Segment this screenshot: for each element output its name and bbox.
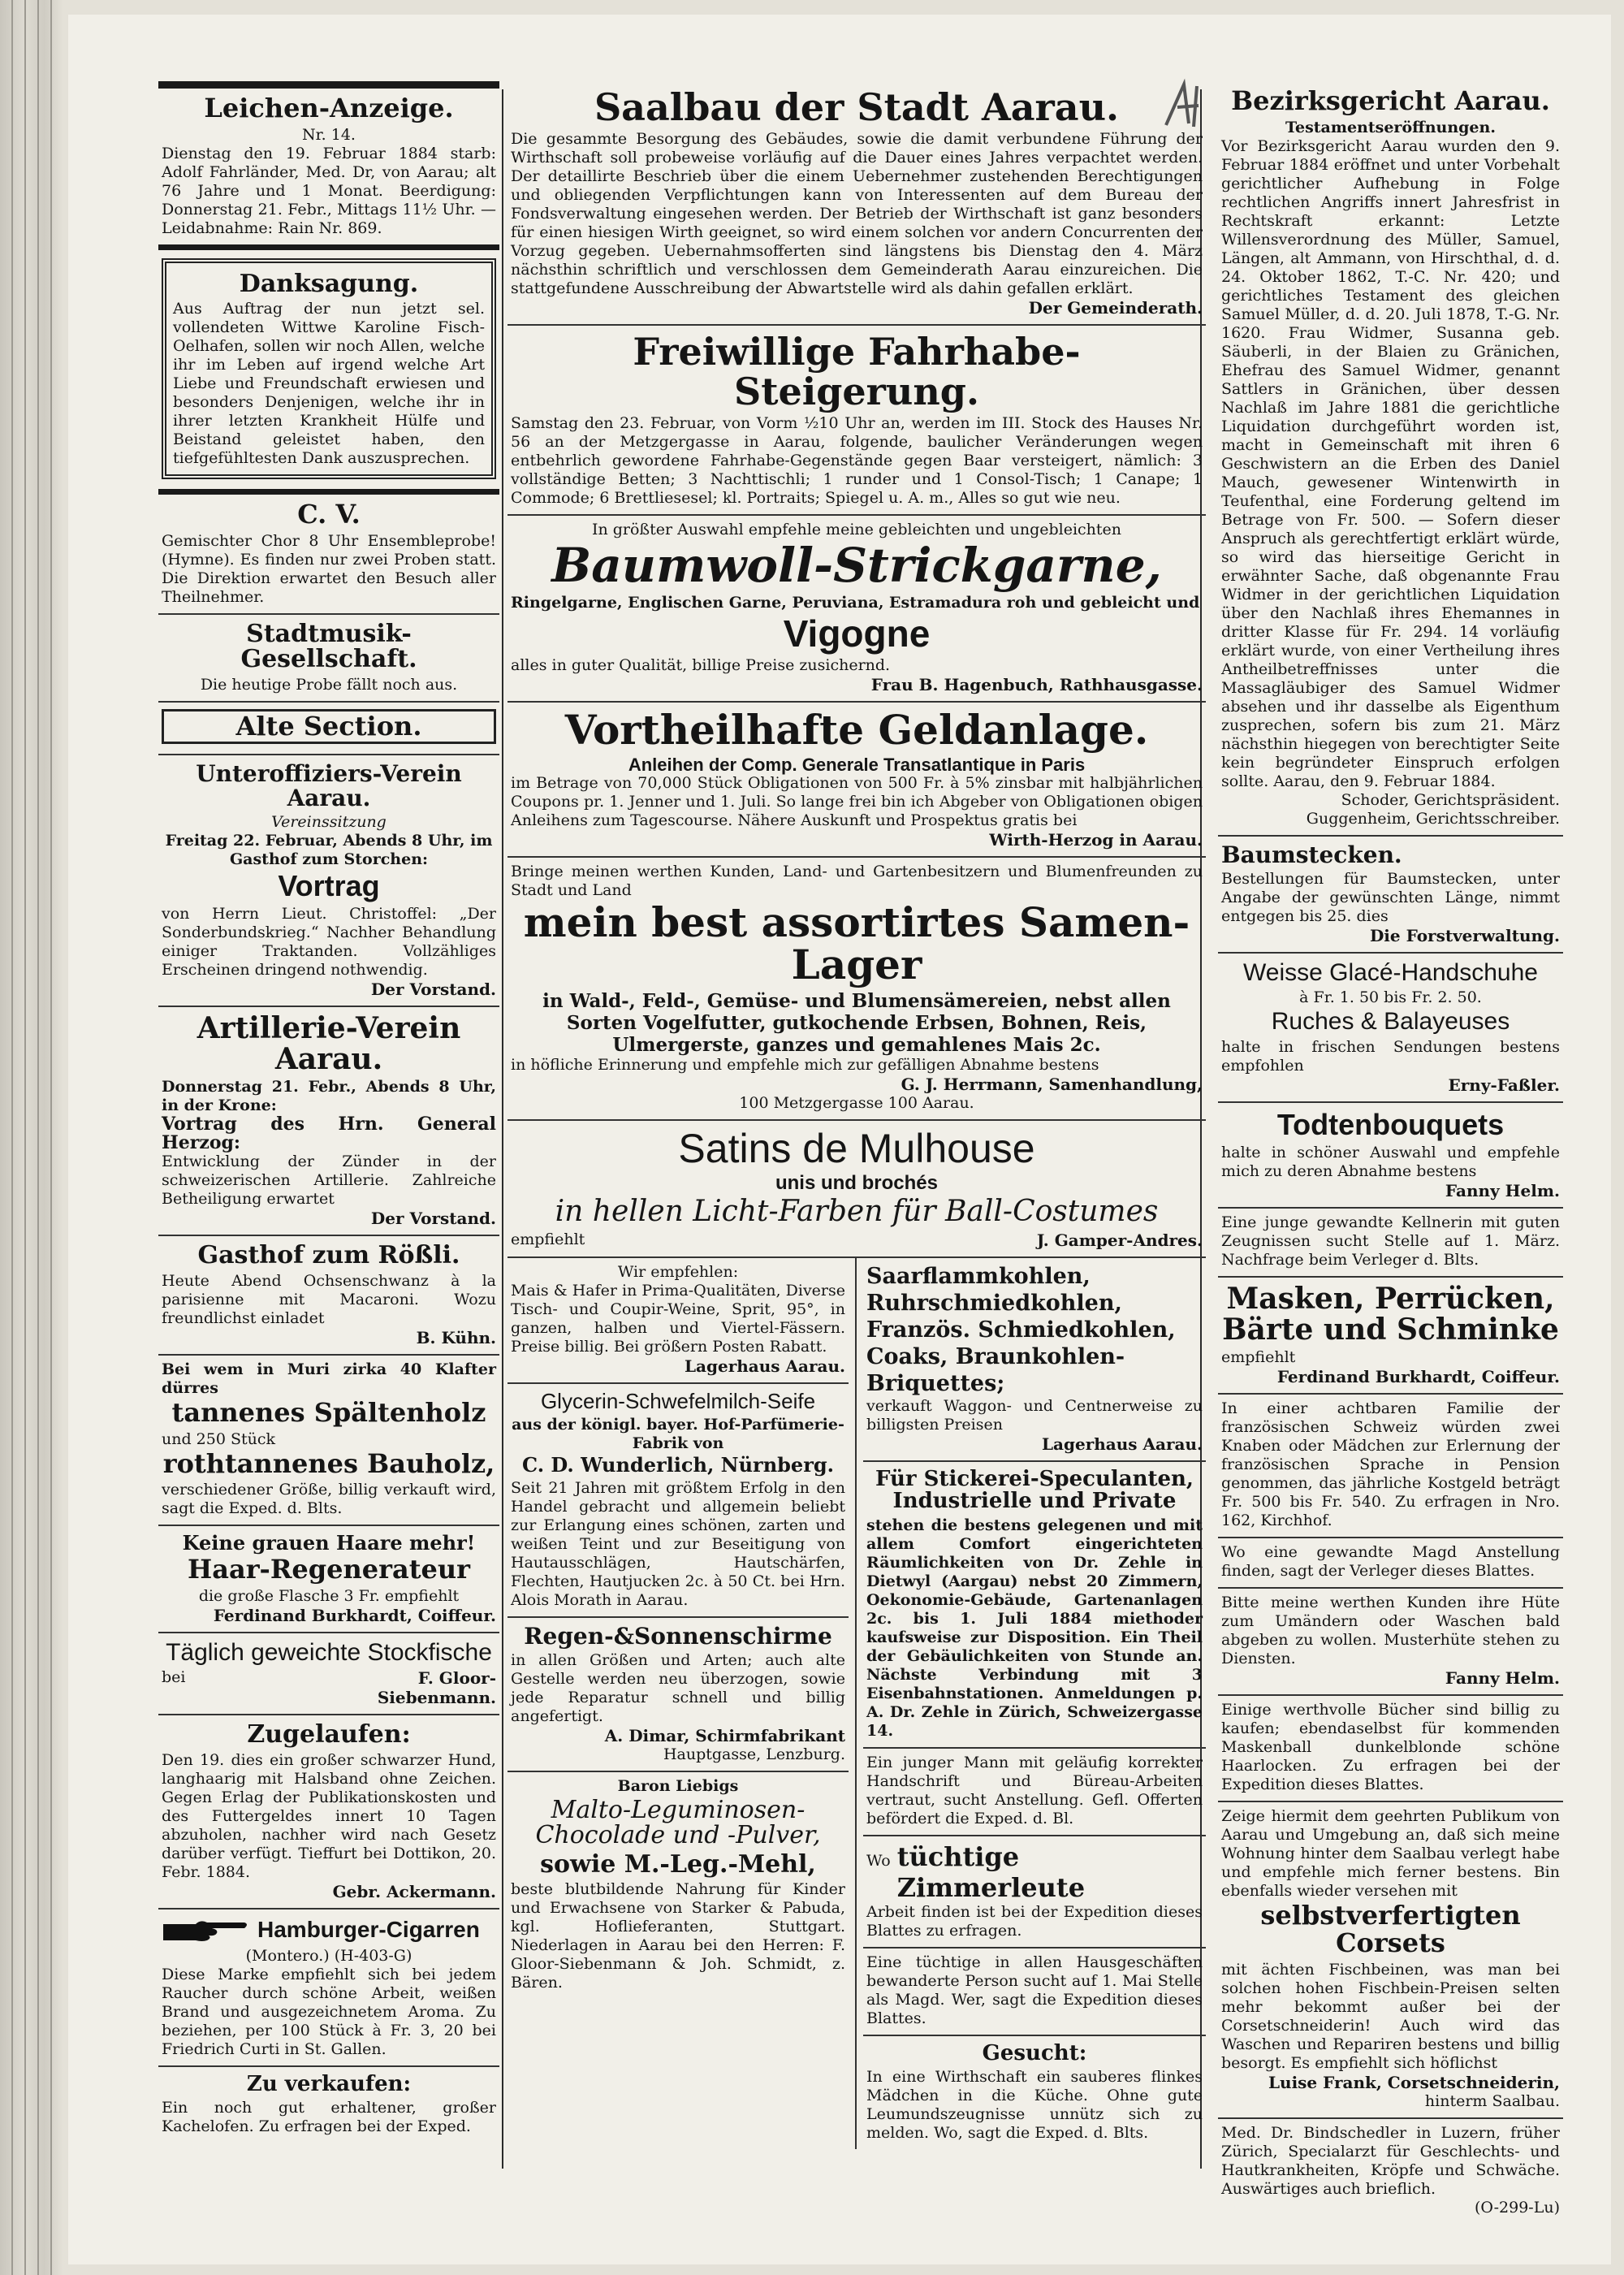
ad-stockfische bbox=[158, 1633, 499, 1716]
ad-highlight: Vortrag des Hrn. General Herzog: bbox=[162, 1114, 496, 1154]
ad-text: bei bbox=[162, 1668, 186, 1687]
ad-lead: empfiehlt bbox=[511, 1230, 585, 1249]
ad-highlight: rothtannenes Bauholz, bbox=[162, 1447, 495, 1479]
ad-stadtmusik bbox=[158, 615, 499, 703]
ad-text: von Herrn Lieut. Christoffel: „Der Sonderbundskrieg.“ Nachher Behandlung einiger Traktanden. Vollzähliges Erscheinen dringend nothwendig. bbox=[162, 904, 496, 979]
ad-title: Bezirksgericht Aarau. bbox=[1231, 85, 1550, 116]
ad-fahrhabe-steigerung bbox=[508, 326, 1206, 516]
ad-text: verkauft Waggon- und Centnerweise zu billigsten Preisen bbox=[866, 1397, 1203, 1434]
ad-text: Heute Abend Ochsenschwanz à la parisienne mit Macaroni. Wozu freundlichst einladet bbox=[162, 1271, 496, 1327]
ad-text: verschiedener Größe, billig verkauft wird, sagt die Exped. d. Blts. bbox=[162, 1481, 496, 1518]
column-middle bbox=[508, 81, 1206, 2149]
ad-text: Ein junger Mann mit geläufig korrekter Handschrift und Büreau-Arbeiten vertraut, sucht Anstellung. Gefl. Offerten befördert die Exped. d. Bl. bbox=[866, 1753, 1203, 1827]
ad-schwefelmilch-seife bbox=[508, 1384, 849, 1617]
ad-malto-leguminosen bbox=[508, 1772, 849, 2000]
ad-signature: Der Gemeinderath. bbox=[1028, 298, 1203, 318]
ad-signature: Luise Frank, Corsetschneiderin, bbox=[1268, 2072, 1560, 2092]
book-binding bbox=[0, 0, 63, 2275]
ad-title: Hamburger-Cigarren bbox=[257, 1917, 480, 1943]
ad-text: Ein noch gut erhaltener, großer Kachelofen. Zu erfragen bei der Exped. bbox=[162, 2099, 496, 2136]
ad-corsets bbox=[1218, 1802, 1563, 2118]
ad-title: selbstverfertigten Corsets bbox=[1260, 1900, 1521, 1958]
ad-text: in höfliche Erinnerung und empfehle mich zur gefälligen Abnahme bestens bbox=[511, 1055, 1099, 1074]
ad-text: Med. Dr. Bindschedler in Luzern, früher Zürich, Specialarzt für Geschlechts- und Hautkrankheiten, Kröpfe und Schwäche. Auswärtiges auch brieflich. bbox=[1221, 2123, 1560, 2198]
ad-highlight: tannenes Spältenholz bbox=[171, 1396, 486, 1428]
ad-text: Entwicklung der Zünder in der schweizerischen Artillerie. Zahlreiche Betheiligung erwartet bbox=[162, 1153, 496, 1209]
ad-text: im Betrage von 70,000 Stück Obligationen von 500 Fr. à 5% zinsbar mit halbjährlichen Coupons pr. 1. Jenner und 1. Juli. So lange frei bin ich Abgeber von Obligationen obigen Anleihens zum Tagescourse. Nähere Auskunft und Prospektus gratis bei bbox=[511, 773, 1203, 829]
ad-when: Freitag 22. Februar, Abends 8 Uhr, im Gasthof zum Storchen: bbox=[165, 832, 493, 869]
ad-text: Diese Marke empfiehlt sich bei jedem Raucher durch schöne Arbeit, weißen Brand und ausgezeichnetem Aroma. Zu beziehen, per 100 Stück à Fr. 3, 20 bei Friedrich Curti in St. Gallen. bbox=[162, 1965, 496, 2058]
ad-address: 100 Metzgergasse 100 Aarau. bbox=[739, 1093, 974, 1112]
ad-signature: Guggenheim, Gerichtsschreiber. bbox=[1306, 809, 1560, 828]
ad-pre: Baron Liebigs bbox=[617, 1776, 739, 1795]
ad-title: Regen-&Sonnenschirme bbox=[524, 1622, 832, 1650]
ad-title: Für Stickerei-Speculanten, Industrielle und Private bbox=[875, 1467, 1194, 1514]
ad-leichen-anzeige bbox=[158, 81, 499, 250]
ad-samen-lager bbox=[508, 858, 1206, 1121]
ad-text: Den 19. dies ein großer schwarzer Hund, langhaarig mit Halsband ohne Zeichen. Gegen Erlag der Publikationskosten und des Futtergeldes innert 10 Tagen abzuholen, nachher wird nach Gesetz darüber verfügt. Tieffurt bei Dottikon, 20. Febr. 1884. bbox=[162, 1750, 496, 1881]
ad-text: Bestellungen für Baumstecken, unter Angabe der gewünschten Länge, nimmt entgegen bis 25. dies bbox=[1221, 869, 1560, 925]
ad-todtenbouquets bbox=[1218, 1103, 1563, 1209]
ad-lead: empfiehlt bbox=[1221, 1348, 1296, 1367]
ad-title: mein best assortirtes Samen-Lager bbox=[523, 897, 1190, 989]
ad-gesucht bbox=[863, 2036, 1206, 2149]
ad-intro: Bringe meinen werthen Kunden, Land- und Gartenbesitzern und Blumenfreunden zu Stadt und Land bbox=[511, 862, 1203, 899]
ad-signature: Ferdinand Burkhardt, Coiffeur. bbox=[213, 1605, 496, 1625]
ad-text: Gemischter Chor 8 Uhr Ensembleprobe! (Hymne). Es finden nur zwei Proben statt. Die Direktion erwartet den Besuch aller Theilnehmer. bbox=[162, 531, 496, 606]
ad-title: Weisse Glacé-Handschuhe bbox=[1243, 958, 1538, 986]
ad-signature: Der Vorstand. bbox=[370, 1209, 496, 1229]
ad-text: stehen die bestens gelegenen und mit allem Comfort eingerichteten Räumlichkeiten von Dr. Zehle in Dietwyl (Aargau) nebst 20 Zimmern, Oekonomie-Gebäude, Gartenanlagen 2c. bis 1. Juli 1884 miethoder kaufsweise zur Disposition. Ein Theil der Gebäulichkeiten von Stunde an. Nächste Verbindung mit 3 Eisenbahnstationen. Anmeldungen p. A. Dr. Zehle in Zürich, Schweizergasse 14. bbox=[866, 1516, 1203, 1740]
ad-title: tüchtige Zimmerleute bbox=[896, 1840, 1086, 1903]
ad-junger-mann bbox=[863, 1749, 1206, 1836]
ad-script: in hellen Licht-Farben für Ball-Costumes bbox=[555, 1195, 1159, 1229]
ad-text: in Wald-, Feld-, Gemüse- und Blumensämereien, nebst allen Sorten Vogelfutter, gutkochende Erbsen, Bohnen, Reis, Ulmergerste, ganzes und gemahlenes Mais 2c. bbox=[542, 989, 1171, 1056]
ad-text: Dienstag den 19. Februar 1884 starb: Adolf Fahrländer, Med. Dr, von Aarau; alt 76 Jahre und 1 Monat. Beerdigung: Donnerstag 21. Febr., Mittags 11½ Uhr. — Leidabnahme: Rain Nr. 869. bbox=[162, 144, 496, 237]
ad-stickerei bbox=[863, 1462, 1206, 1749]
column-rule-left bbox=[502, 89, 503, 2169]
ad-title: Stadtmusik-Gesellschaft. bbox=[240, 619, 417, 674]
ad-specialarzt bbox=[1218, 2119, 1563, 2224]
ad-text: Bitte meine werthen Kunden ihre Hüte zum Umändern oder Waschen bald abgeben zu wollen. Musterhüte stehen zu Diensten. bbox=[1221, 1594, 1560, 1668]
ad-text: Einige werthvolle Bücher sind billig zu kaufen; ebendaselbst für kommenden Maskenball dunkelblonde schöne Haarlocken. Zu erfragen bei der Expedition dieses Blattes. bbox=[1221, 1701, 1560, 1794]
ad-title: Todtenbouquets bbox=[1276, 1107, 1505, 1141]
ad-signature: Lagerhaus Aarau. bbox=[684, 1356, 845, 1377]
ad-text: beste blutbildende Nahrung für Kinder und Erwachsene von Starker & Pabuda, kgl. Hoflieferanten, Stuttgart. Niederlagen in Aarau bei den Herren: F. Gloor-Siebenmann & Joh. Schmidt, z. Bären. bbox=[511, 1880, 845, 1992]
ad-title: Masken, Perrücken, Bärte und Schminke bbox=[1222, 1281, 1559, 1347]
ad-price: à Fr. 1. 50 bis Fr. 2. 50. bbox=[1299, 988, 1482, 1007]
ad-signature: A. Dimar, Schirmfabrikant bbox=[604, 1725, 845, 1745]
ad-text: in allen Größen und Arten; auch alte Gestelle werden neu überzogen, sowie jede Reparatur schnell und billig angefertigt. bbox=[511, 1650, 845, 1725]
ad-artillerie-verein bbox=[158, 1007, 499, 1237]
ad-saalbau bbox=[508, 81, 1206, 326]
ad-text: halte in schöner Auswahl und empfehle mich zu deren Abnahme bestens bbox=[1221, 1143, 1560, 1180]
ad-text: und 250 Stück bbox=[162, 1429, 276, 1448]
ad-text: Mais & Hafer in Prima-Qualitäten, Diverse Tisch- und Coupir-Weine, Sprit, 95°, in ganzen, halben und Viertel-Fässern. Preise billig. Bei größern Posten Rabatt. bbox=[511, 1282, 845, 1356]
ad-text: Die heutige Probe fällt noch aus. bbox=[200, 675, 458, 694]
ad-bezirksgericht bbox=[1218, 81, 1563, 837]
ad-subtitle: Ruches & Balayeuses bbox=[1271, 1008, 1510, 1036]
ad-text: Aus Auftrag der nun jetzt sel. vollendeten Wittwe Karoline Fisch-Oelhafen, sollen wir noch Allen, welche ihr im Leben auf irgend welche Art Liebe und Freundschaft erwiesen und besonders Denjenigen, welche ihr in ihrer letzten Krankheit Hülfe und Beistand geleistet haben, den tiefgefühltesten Dank auszusprechen. bbox=[173, 300, 485, 468]
ad-title: C. V. bbox=[297, 499, 361, 530]
ad-title: Freiwillige Fahrhabe-Steigerung. bbox=[633, 330, 1081, 413]
ad-danksagung bbox=[158, 250, 499, 495]
ad-text: Samstag den 23. Februar, von Vorm ½10 Uhr an, werden im III. Stock des Hauses Nr. 56 an der Metzgergasse in Aarau, folgende, baulicher Veränderungen wegen entbehrlich gewordene Fahrhabe-Gegenstände gegen Baar versteigert, nämlich: 3 vollständige Betten; 3 Nachttischli; 1 runder und 1 Consol-Tisch; 1 Canape; 1 Commode; 6 Brettliesesel; kl. Portraits; Spiegel u. A. m., Alles so gut wie neu. bbox=[511, 413, 1203, 507]
ad-highlight: Haar-Regenerateur bbox=[187, 1554, 470, 1585]
ad-glace-handschuhe bbox=[1218, 954, 1563, 1103]
ad-title-row bbox=[866, 1841, 1203, 1903]
ad-text: Ringelgarne, Englischen Garne, Peruviana, Estramadura roh und gebleicht und bbox=[511, 593, 1200, 612]
ad-unteroffiziers-verein bbox=[158, 755, 499, 1007]
ad-signature: Erny-Faßler. bbox=[1448, 1075, 1560, 1095]
ad-text: Seit 21 Jahren mit größtem Erfolg in den Handel gebracht und allgemein beliebt zur Erlangung eines schönen, zarten und weißen Teint und zur Beseitigung von Hautausschlägen, Hautschärfen, Flechten, Hautjucken 2c. à 50 Ct. bei Hrn. Alois Morath in Aarau. bbox=[511, 1478, 845, 1609]
ad-gasthof-roessli bbox=[158, 1236, 499, 1356]
ad-kohlen bbox=[863, 1258, 1206, 1462]
ad-title: Satins de Mulhouse bbox=[678, 1125, 1035, 1171]
ad-line bbox=[162, 1668, 496, 1707]
ad-magd-anstellung bbox=[1218, 1538, 1563, 1589]
ad-lead: Wo bbox=[866, 1851, 891, 1870]
ad-masken bbox=[1218, 1278, 1563, 1395]
ad-title: Zugelaufen: bbox=[247, 1720, 411, 1750]
ad-title: Glycerin-Schwefelmilch-Seife bbox=[540, 1389, 816, 1414]
ad-signature: Wirth-Herzog in Aarau. bbox=[989, 829, 1203, 850]
ad-when: Donnerstag 21. Febr., Abends 8 Uhr, in der Krone: bbox=[162, 1078, 496, 1115]
ad-haar-regenerateur bbox=[158, 1526, 499, 1633]
ad-text: halte in frischen Sendungen bestens empfohlen bbox=[1221, 1037, 1560, 1075]
ad-schirme bbox=[508, 1618, 849, 1772]
ad-highlight: Saarflammkohlen, Ruhrschmiedkohlen, Französ. Schmiedkohlen, Coaks, Braunkohlen-Briquettes; bbox=[866, 1264, 1176, 1397]
ad-pension bbox=[1218, 1395, 1563, 1538]
ad-text: Eine junge gewandte Kellnerin mit guten Zeugnissen sucht Stelle auf 1. März. Nachfrage beim Verleger d. Blts. bbox=[1221, 1213, 1560, 1269]
ad-title: Baumstecken. bbox=[1221, 841, 1402, 868]
ad-text: Vor Bezirksgericht Aarau wurden den 9. Februar 1884 eröffnet und unter Vorbehalt gerichtlicher Aufhebung in Folge rechtlichen Angriffs innert Jahresfrist in Rechtskraft erkannt: Letzte Willensverordnung des Müller, Samuel, Längen, alt Ammann, von Hirschthal, d. d. 24. Oktober 1862, T.-C. Nr. 420; und gerichtliches Testament des gleichen Samuel Müller, d. d. 20. Juli 1878, T.-G. Nr. 1620. Frau Widmer, Susanna geb. Säuberli, in der Blaien zu Gränichen, Ehefrau des Samuel Widmer, genannt Sattlers in Gränichen, über dessen Nachlaß im Jahre 1881 die gerichtliche Liquidation durchgeführt worden ist, macht in Gemeinschaft mit ihren 6 Geschwistern an die Erben des Daniel Mauch, gewesener Wintenwirth in Teufenthal, eine Forderung geltend im Betrage von Fr. 500. — Sofern dieser Anspruch als gerechtfertigt erklärt würde, so wird das hierseitige Gericht in erwähnter Sache, daß obgenannte Frau Widmer in der gerichtlichen Liquidation über den Nachlaß ihres Ehemannes in dritter Klasse für Fr. 294. 14 vorläufig erklärt wurde, von einer Vertheilung ihres Antheilbetreffnisses unter die Massagläubiger des Samuel Widmer absehen und ihr dasselbe als Eigenthum zusprechen, sofern bis zum 21. März nächsthin hiegegen von berechtigter Seite kein begründeter Einspruch erfolgen sollte. Aarau, den 9. Februar 1884. bbox=[1221, 136, 1560, 790]
ad-signature: Schoder, Gerichtspräsident. bbox=[1341, 790, 1560, 809]
ad-text: In einer achtbaren Familie der französischen Schweiz würden zwei Knaben oder Mädchen zur Erlernung der französischen Sprache in Pension genommen, das jährliche Kostgeld beträgt Fr. 500 bis Fr. 540. Zu erfragen in Nro. 162, Kirchhof. bbox=[1221, 1399, 1560, 1530]
ad-text: Zeige hiermit dem geehrten Publikum von Aarau und Umgebung an, daß sich meine Wohnung hinter dem Saalbau verlegt habe und empfehle mich ferner bestens. Bin ebenfalls wieder versehen mit bbox=[1221, 1807, 1560, 1901]
ad-intro: In größter Auswahl empfehle meine gebleichten und ungebleichten bbox=[591, 520, 1122, 538]
ad-baumstecken bbox=[1218, 837, 1563, 954]
ad-title: Artillerie-Verein Aarau. bbox=[197, 1010, 461, 1076]
ad-signature: Gebr. Ackermann. bbox=[332, 1881, 496, 1901]
column-left bbox=[158, 81, 499, 2143]
ad-subtitle: Vereinssitzung bbox=[271, 813, 387, 832]
ad-signature: J. Gamper-Andres. bbox=[1036, 1230, 1203, 1251]
ad-number: Nr. 14. bbox=[302, 125, 356, 144]
ad-signature: Die Forstverwaltung. bbox=[1369, 925, 1560, 945]
ad-title: Vortheilhafte Geldanlage. bbox=[564, 706, 1149, 755]
ad-title: Unteroffiziers-Verein Aarau. bbox=[196, 760, 462, 811]
ad-maker: C. D. Wunderlich, Nürnberg. bbox=[522, 1453, 834, 1477]
ad-signature: B. Kühn. bbox=[416, 1327, 496, 1347]
ad-subtitle: Testamentseröffnungen. bbox=[1285, 118, 1496, 136]
ad-buecher bbox=[1218, 1696, 1563, 1802]
ad-title: Täglich geweichte Stockfische bbox=[166, 1638, 492, 1666]
ad-intro: Wir empfehlen: bbox=[617, 1263, 739, 1282]
ad-text: Bei wem in Muri zirka 40 Klafter dürres bbox=[162, 1360, 496, 1397]
ad-title: Alte Section. bbox=[162, 709, 496, 745]
ad-code: (O-299-Lu) bbox=[1474, 2198, 1560, 2217]
ad-text: Eine tüchtige in allen Hausgeschäften bewanderte Person sucht auf 1. Mai Stelle als Magd. Wer, sagt die Expedition dieses Blattes. bbox=[866, 1953, 1203, 2027]
ad-frame bbox=[162, 258, 496, 480]
ad-text: Wo eine gewandte Magd Anstellung finden, sagt der Verleger dieses Blattes. bbox=[1221, 1543, 1560, 1581]
ad-signature: Lagerhaus Aarau. bbox=[1041, 1434, 1203, 1455]
ad-signature: Fanny Helm. bbox=[1445, 1668, 1560, 1689]
ad-text: alles in guter Qualität, billige Preise zusichernd. bbox=[511, 656, 891, 675]
ad-subtitle: (Montero.) (H-403-G) bbox=[245, 1946, 412, 1965]
ad-cv bbox=[158, 495, 499, 615]
ad-subtitle: aus der königl. bayer. Hof-Parfümerie-Fabrik von bbox=[512, 1416, 844, 1453]
ad-address: Hauptgasse, Lenzburg. bbox=[663, 1745, 845, 1763]
sub-columns bbox=[508, 1258, 1206, 2149]
ad-text: Die gesammte Besorgung des Gebäudes, sowie die damit verbundene Führung der Wirthschaft soll probeweise vorläufig auf die Dauer eines Jahres verpachtet werden. Der detaillirte Beschrieb über die einem Uebernehmer zustehenden Berechtigungen und obliegenden Verpflichtungen kann von Interessenten auf dem Bureau der Fondsverwaltung eingesehen werden. Der Betrieb der Wirthschaft ist ganz besonders für einen hiesigen Wirth geeignet, so wird einem solchen vor andern Concurrenten der Vorzug gegeben. Uebernahmsofferten sind längstens bis Dienstag den 4. März nächsthin schriftlich und verschlossen dem Gemeinderath Aarau einzureichen. Die stattgefundene Ausschreibung der Abwartstelle wird als dahin gefallen erklärt. bbox=[511, 130, 1203, 298]
ad-text: Arbeit finden ist bei der Expedition dieses Blattes zu erfragen. bbox=[866, 1902, 1203, 1940]
ad-title: Danksagung. bbox=[239, 269, 419, 298]
ad-highlight: Vigogne bbox=[783, 612, 931, 655]
ad-alte-section bbox=[158, 703, 499, 756]
ad-title: Baumwoll-Strickgarne, bbox=[551, 537, 1162, 593]
ad-subtitle: Anleihen der Comp. Generale Transatlantique in Paris bbox=[628, 754, 1086, 775]
ad-text: mit ächten Fischbeinen, was man bei solchen hohen Fischbein-Preisen selten mehr bekommt außer bei der Corsetschneiderin! Auch wird das Waschen und Repariren bestens und billig besorgt. Es empfiehlt sich höflichst bbox=[1221, 1960, 1560, 2072]
ad-title: Malto-Leguminosen-Chocolade und -Pulver, bbox=[535, 1795, 821, 1850]
ad-signature: Frau B. Hagenbuch, Rathhausgasse. bbox=[870, 675, 1203, 695]
ad-subtitle: sowie M.-Leg.-Mehl, bbox=[540, 1849, 816, 1879]
ad-zu-verkaufen bbox=[158, 2067, 499, 2143]
ad-hamburger-cigarren bbox=[158, 1910, 499, 2067]
ad-kellnerin bbox=[1218, 1209, 1563, 1278]
ad-signature: Fanny Helm. bbox=[1445, 1180, 1560, 1200]
ad-title: Gasthof zum Rößli. bbox=[197, 1241, 460, 1270]
ad-title: Gesucht: bbox=[982, 2040, 1087, 2065]
ad-title: Zu verkaufen: bbox=[246, 2071, 412, 2096]
ad-signature: Der Vorstand. bbox=[370, 979, 496, 999]
ad-geldanlage bbox=[508, 703, 1206, 858]
ad-title: Leichen-Anzeige. bbox=[204, 93, 454, 123]
ad-zugelaufen bbox=[158, 1715, 499, 1910]
column-right bbox=[1218, 81, 1563, 2224]
ad-signature: Ferdinand Burkhardt, Coiffeur. bbox=[1276, 1367, 1560, 1387]
ad-magd-stelle bbox=[863, 1948, 1206, 2036]
ad-text: die große Flasche 3 Fr. empfiehlt bbox=[198, 1586, 460, 1605]
ad-title: Saalbau der Stadt Aarau. bbox=[594, 85, 1120, 129]
pointing-hand-icon bbox=[162, 1916, 251, 1944]
ad-text: In eine Wirthschaft ein sauberes flinkes Mädchen in die Küche. Ohne gute Leumundszeugnisse unnütz sich zu melden. Wo, sagt die Exped. d. Blts. bbox=[866, 2067, 1203, 2142]
sub-column-left bbox=[508, 1258, 857, 2149]
ad-zimmerleute bbox=[863, 1836, 1206, 1948]
ad-signature: F. Gloor-Siebenmann. bbox=[377, 1668, 496, 1708]
ad-title-row bbox=[162, 1916, 496, 1944]
ad-address: hinterm Saalbau. bbox=[1424, 2091, 1560, 2110]
ad-strickgarne bbox=[508, 516, 1206, 703]
ad-line bbox=[511, 1230, 1203, 1250]
ad-huete bbox=[1218, 1589, 1563, 1696]
sub-column-right bbox=[857, 1258, 1206, 2149]
ad-title: Keine grauen Haare mehr! bbox=[182, 1531, 476, 1555]
ad-satins-mulhouse bbox=[508, 1121, 1206, 1258]
ad-subtitle: unis und brochés bbox=[775, 1172, 938, 1195]
ad-signature: G. J. Herrmann, Samenhandlung, bbox=[901, 1074, 1203, 1094]
ad-highlight: Vortrag bbox=[278, 869, 380, 903]
ad-lagerhaus-mais bbox=[508, 1258, 849, 1384]
ad-holz bbox=[158, 1356, 499, 1526]
